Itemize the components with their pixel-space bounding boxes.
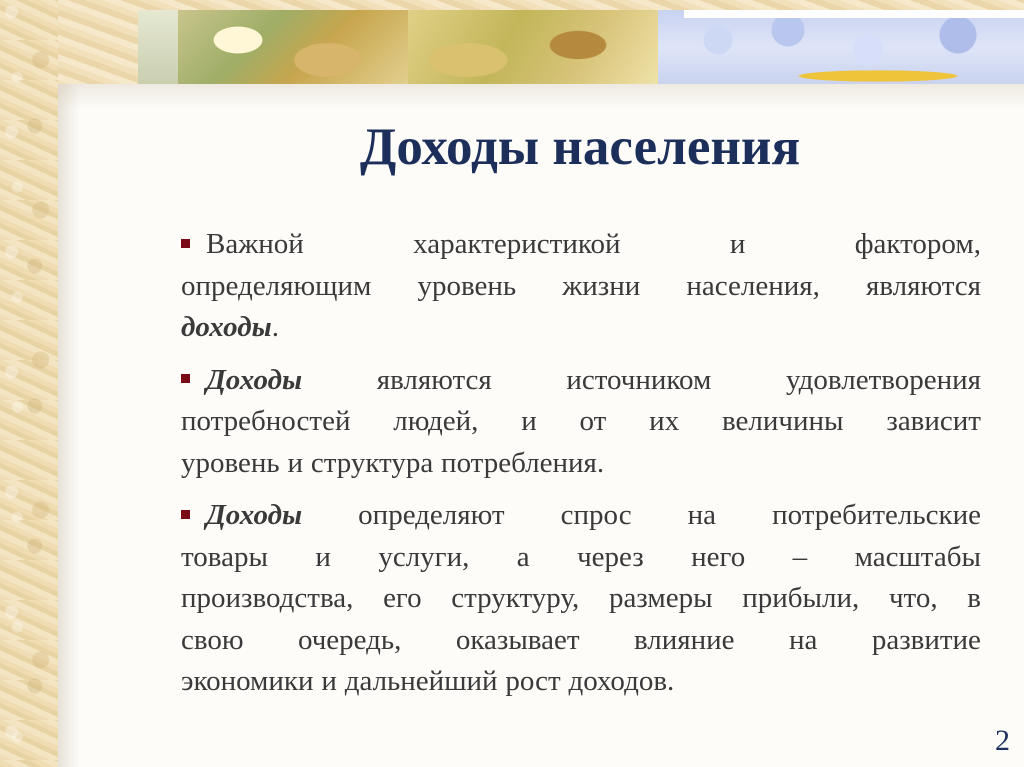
emphasis-word: Доходы xyxy=(206,363,303,396)
word: а xyxy=(516,540,530,573)
emphasis-word: доходы xyxy=(181,311,272,343)
word: уровень xyxy=(417,269,517,302)
square-bullet-icon xyxy=(181,374,190,383)
word: его xyxy=(383,582,422,614)
word: дальнейший xyxy=(344,665,498,697)
strip-shadow xyxy=(58,84,80,767)
word: спрос xyxy=(560,499,632,531)
word xyxy=(181,360,302,402)
word: являются xyxy=(376,363,492,396)
square-bullet-icon xyxy=(181,239,190,248)
word: потребностей xyxy=(181,405,351,437)
word: прибыли, xyxy=(742,582,860,614)
word: очередь, xyxy=(297,623,402,656)
word: производства, xyxy=(181,582,354,614)
bullet-paragraph xyxy=(181,224,981,349)
word: жизни xyxy=(562,269,641,302)
word: него xyxy=(691,540,746,573)
word: товары xyxy=(181,540,268,573)
word: свою xyxy=(181,623,244,656)
word: потребления. xyxy=(441,446,605,479)
text-line xyxy=(181,224,981,266)
word: на xyxy=(687,499,717,531)
text-line xyxy=(181,360,981,402)
word: и xyxy=(521,405,537,437)
slide-body xyxy=(181,224,981,714)
word: фактором, xyxy=(854,228,981,260)
band-shadow xyxy=(58,84,1024,110)
word: характеристикой xyxy=(413,228,621,260)
word: и xyxy=(321,665,337,697)
word: зависит xyxy=(886,405,981,437)
slide-title: Доходы населения xyxy=(359,118,801,176)
word: потребительские xyxy=(772,499,981,531)
word: уровень xyxy=(181,446,280,479)
word xyxy=(181,495,302,537)
text-line xyxy=(181,661,981,703)
emphasis-word: Доходы xyxy=(206,499,303,531)
word: и xyxy=(729,228,746,260)
word: – xyxy=(792,540,808,573)
word: через xyxy=(577,540,644,573)
word: что, xyxy=(888,582,938,614)
word: их xyxy=(649,405,680,437)
left-decorative-strip xyxy=(0,0,58,767)
word: удовлетворения xyxy=(785,363,981,396)
header-photo-collage xyxy=(138,10,1024,84)
word: масштабы xyxy=(854,540,981,573)
text-line xyxy=(181,537,981,579)
word: населения, xyxy=(686,269,820,302)
text-line xyxy=(181,495,981,537)
word: источником xyxy=(566,363,712,396)
bullet-paragraph xyxy=(181,360,981,485)
text-line xyxy=(181,266,981,308)
word: Важной xyxy=(181,224,304,266)
word: размеры xyxy=(608,582,713,614)
word: являются xyxy=(865,269,981,302)
word: рост xyxy=(505,665,561,697)
word: экономики xyxy=(181,665,314,697)
word: определяющим xyxy=(181,269,372,302)
collage-panel xyxy=(178,10,408,84)
word: на xyxy=(788,623,818,656)
square-bullet-icon xyxy=(181,510,190,519)
text-line xyxy=(181,401,981,443)
word: в xyxy=(967,582,981,614)
word: от xyxy=(579,405,607,437)
text-line xyxy=(181,307,981,349)
page-number: 2 xyxy=(995,724,1010,757)
word: величины xyxy=(722,405,844,437)
bullet-paragraph xyxy=(181,495,981,703)
word: людей, xyxy=(393,405,479,437)
word: услуги, xyxy=(378,540,470,573)
word: влияние xyxy=(633,623,735,656)
text-line xyxy=(181,443,981,485)
word: развитие xyxy=(871,623,981,656)
word: оказывает xyxy=(455,623,580,656)
word: и xyxy=(287,446,303,479)
text-line xyxy=(181,620,981,662)
collage-panel xyxy=(138,10,178,84)
collage-edge xyxy=(684,10,1024,18)
word: и xyxy=(315,540,331,573)
word: определяют xyxy=(358,499,505,531)
punctuation: . xyxy=(271,311,279,343)
text-line xyxy=(181,578,981,620)
collage-panel xyxy=(658,10,1024,84)
word: доходов. xyxy=(568,665,675,697)
word: структуру, xyxy=(451,582,580,614)
word: структура xyxy=(310,446,434,479)
collage-panel xyxy=(408,10,658,84)
